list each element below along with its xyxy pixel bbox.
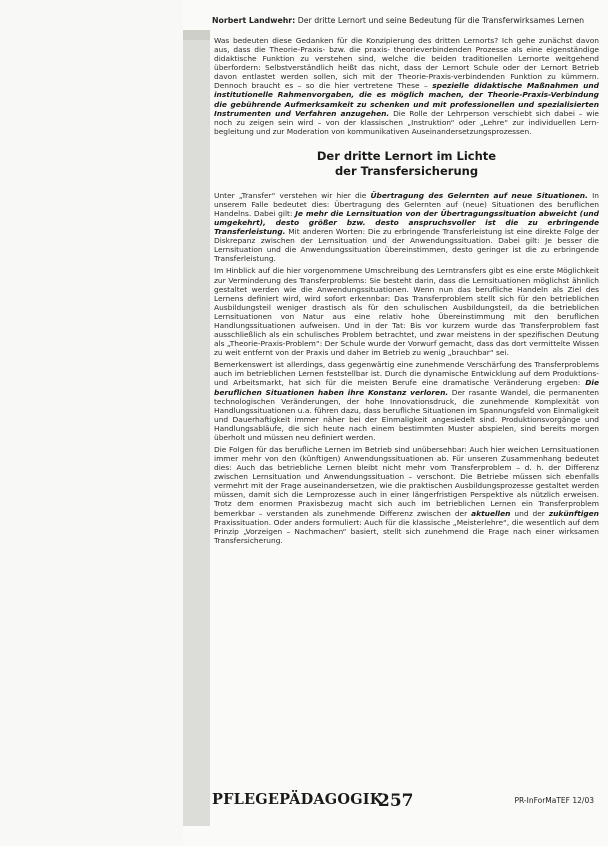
p1-text-2: In unserem Falle bedeutet dies: Übertragung des Gelernten auf (neue) Situationen des beruflichen Handelns. Dabei gilt: <box>214 190 599 219</box>
p1-text-1: Unter „Transfer“ verstehen wir hier die <box>214 190 367 200</box>
intro-text-2: Die Rolle der Lehrperson verschiebt sich dabei – wie noch zu zeigen sein wird – von der klassischen „Instruktion“ oder „Lehre“ zur individuellen Lernbegleitung und zur Moderation von kommunikativen Auseinandersetzungsprozessen. <box>214 108 599 136</box>
p1-text-3: Mit anderen Worten: Die zu erbringende Transferleistung ist eine direkte Folge der Diskrepanz zwischen der Lernsituation und der Anwendungssituation. Dabei gilt: Je besser die Lernsituation und die Anwendungssituation übereinstimmen, desto geringer ist die zu erbringende Transferleistung. <box>214 227 599 264</box>
issue-label: PR-InForMaTEF 12/03 <box>514 796 594 805</box>
p3-text-2: Der rasante Wandel, die permanenten technologischen Veränderungen, der hohe Innovationsdruck, die zunehmende Komplexität von Handlungssituationen u.a. führen dazu, dass berufliche Situationen im Spannungsfeld von Einmaligkeit und Dauerhaftigkeit immer näher bei der Einmaligkeit angesiedelt sind. Produktionsvorgänge und Handlungsabläufe, die sich heute nach einem bestimmten Muster abspielen, sind bereits morgen überholt und müssen neu definiert werden. <box>214 387 599 442</box>
p4-text-3: Praxissituation. Oder anders formuliert: Auch für die klassische „Meisterlehre“, die wesentlich auf dem Prinzip „Vorzeigen – Nachmachen“ basiert, stellt sich zunehmend die Frage nach einer wirksamen Transfersicherung. <box>214 517 599 545</box>
page-number: 257 <box>378 791 414 811</box>
section-heading <box>214 149 599 179</box>
intro-paragraph <box>214 36 599 136</box>
journal-brand: PFLEGEPÄDAGOGIK <box>212 791 383 808</box>
header-author: Norbert Landwehr: <box>212 16 296 25</box>
p4-text-2: und der <box>514 508 545 518</box>
p4-emphasis-1: aktuellen <box>471 508 511 518</box>
paragraph-3 <box>214 360 599 442</box>
section-heading-line-2: der Transfersicherung <box>334 163 479 178</box>
page-footer <box>212 791 600 817</box>
p1-emphasis-1: Übertragung des Gelernten auf neue Situationen. <box>370 190 588 200</box>
gray-margin-strip <box>183 30 210 826</box>
p4-text-1: Die Folgen für das berufliche Lernen im Betrieb sind unübersehbar: Auch hier weichen Lernsituationen immer mehr von den (künftigen) Anwendungssituationen ab. Für unseren Zusammenhang bedeutet dies: Auch das betriebliche Lernen bleibt nicht mehr vom Transferproblem – d. h. der Differenz zwischen Lernsituation und Anwendungssituation – verschont. Die Betriebe müssen sich ebenfalls vermehrt mit der Frage auseinandersetzen, wie die praktischen Ausbildungsprozesse gestaltet werden müssen, damit sich die Lernprozesse auch in einer längerfristigen Perspektive als nützlich erweisen. Trotz dem enormen Praxisbezug macht sich auch im betrieblichen Lernen ein Transferproblem bemerkbar – verstanden als zunehmende Differenz zwischen der <box>214 444 599 518</box>
paragraph-1 <box>214 191 599 264</box>
paragraph-4 <box>214 445 599 545</box>
p3-emphasis-1: Die beruflichen Situationen haben ihre Konstanz verloren. <box>214 378 599 397</box>
paragraph-2 <box>214 266 599 357</box>
p4-emphasis-2: zukünftigen <box>548 508 599 518</box>
running-header <box>212 16 600 30</box>
section-heading-line-1: Der dritte Lernort im Lichte <box>316 148 497 163</box>
intro-text-1: Was bedeuten diese Gedanken für die Konzipierung des dritten Lernorts? Ich gehe zunächst davon aus, dass die Theorie-Praxis- bzw. die praxis- theorieverbindenden Prozesse als eine eigenständige didaktische Funktion zu verstehen sind, welche die beiden traditionellen Lernorte weitgehend überfordern: Selbstverständlich heißt das nicht, dass der Lernort Schule oder der Lernort Betrieb davon entlastet werden sollen, sich mit der Theorie-Praxis-verbindenden Funktion zu kümmern. Dennoch braucht es – so die hier vertretene These – <box>214 36 599 91</box>
gray-margin-strip-top <box>183 30 210 40</box>
p1-emphasis-2: Je mehr die Lernsituation von der Übertragungssituation abweicht (und umgekehrt), desto größer bzw. desto anspruchsvoller ist die zu erbringende Transferleistung. <box>214 209 599 237</box>
article-body <box>214 36 599 548</box>
header-title: Der dritte Lernort und seine Bedeutung für die Transferwirksames Lernen <box>297 16 585 25</box>
p2-text-1: Im Hinblick auf die hier vorgenommene Umschreibung des Lerntransfers gibt es eine erste Möglichkeit zur Verminderung des Transferproblems: Sie besteht darin, dass die Lernsituationen möglichst ähnlich gestaltet werden wie die Anwendungssituationen. Wenn nun das berufliche Handeln als Ziel des Lernens definiert wird, wird sofort erkennbar: Das Transferproblem stellt sich für den betrieblichen Ausbildungsteil weniger drastisch als für den schulischen Ausbildungsteil, da die betrieblichen Lernsituationen von Natur aus eine relativ hohe Übereinstimmung mit den beruflichen Handlungssituationen aufweisen. Und in der Tat: Bis vor kurzem wurde das Transferproblem fast ausschließlich als ein schulisches Problem betrachtet, und zwar meistens in der spezifischen Deutung als „Theorie-Praxis-Problem“: Der Schule wurde der Vorwurf gemacht, dass das dort vermittelte Wissen zu weit entfernt von der Praxis und daher im Betrieb zu wenig „brauchbar“ sei. <box>214 266 599 358</box>
blank-left-margin <box>0 0 183 846</box>
intro-emphasis-1: spezielle didaktische Maßnahmen und institutionelle Rahmenvorgaben, die es möglich machen, der Theorie-Praxis-Verbindung die gebührende Aufmerksamkeit zu schenken und mit professionellen und spezialisierten Instrumenten und Verfahren anzugehen. <box>214 81 599 118</box>
p3-text-1: Bemerkenswert ist allerdings, dass gegenwärtig eine zunehmende Verschärfung des Transferproblems auch im betrieblichen Lernen feststellbar ist. Durch die dynamische Entwicklung auf dem Produktions- und Arbeitsmarkt, hat sich für die meisten Berufe eine dramatische Veränderung ergeben: <box>214 360 599 388</box>
